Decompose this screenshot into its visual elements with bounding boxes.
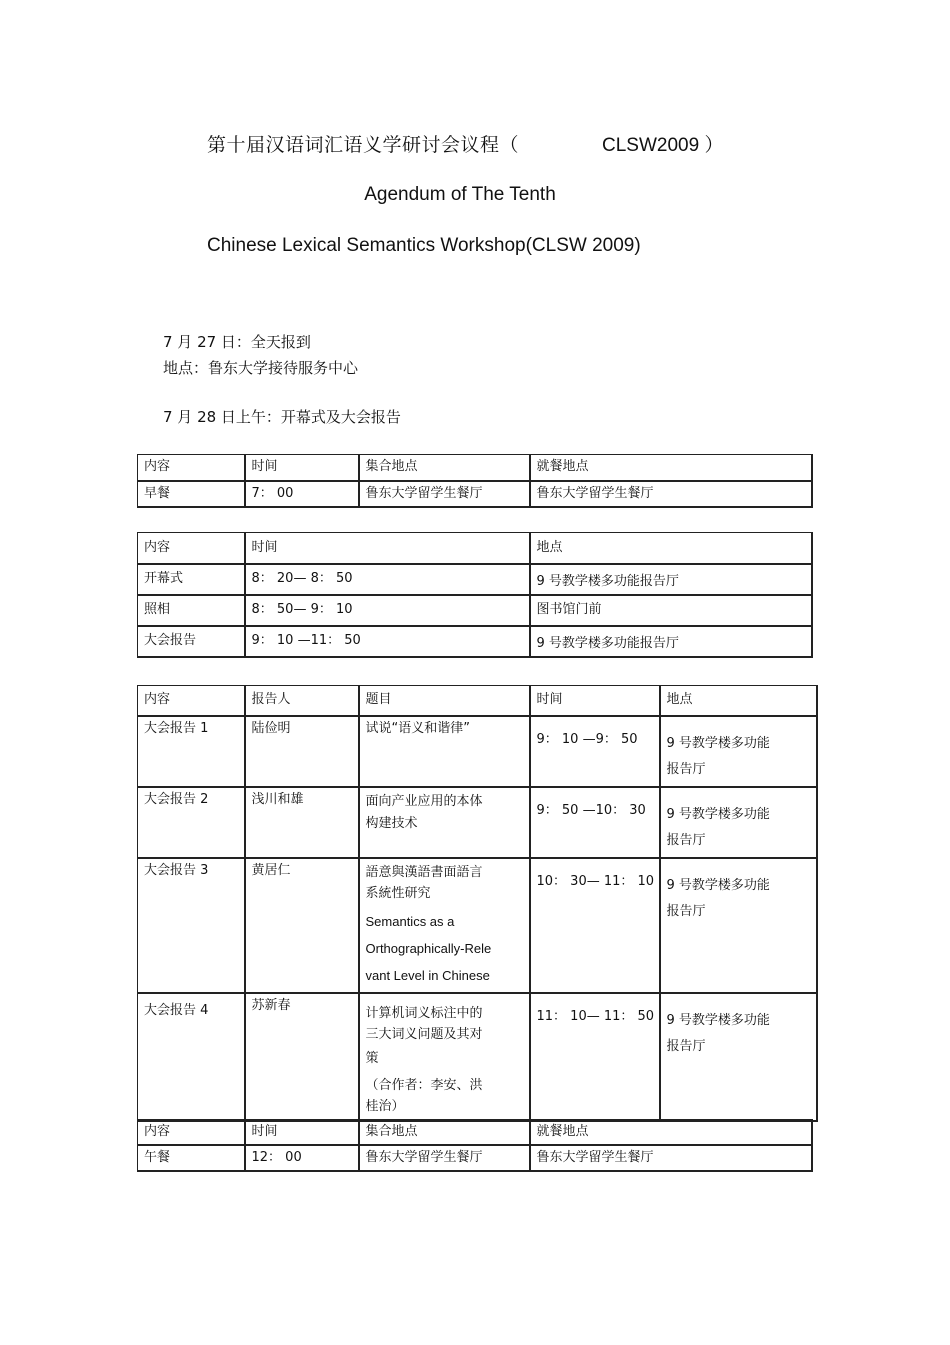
table-cell: 9： 10 —11： 50: [245, 626, 530, 657]
day2-date-line: 7 月 28 日上午：开幕式及大会报告: [163, 408, 401, 426]
table-cell: 9： 50 —10： 30: [530, 787, 660, 858]
table-cell: 8： 20— 8： 50: [245, 564, 530, 595]
place-line: 9 号教学楼多功能: [666, 806, 770, 822]
table-cell: 8： 50— 9： 10: [245, 595, 530, 626]
header-cell: 就餐地点: [530, 1120, 812, 1146]
table-cell: [359, 993, 530, 1121]
table-cell: 鲁东大学留学生餐厅: [530, 481, 812, 507]
topic-line: 系統性研究: [365, 885, 431, 901]
table-cell: 照相: [138, 595, 245, 626]
table-cell: 午餐: [138, 1145, 245, 1171]
header-cell: 集合地点: [359, 455, 530, 481]
table-row: [138, 626, 812, 657]
header-cell: 内容: [138, 533, 245, 564]
place-line: 报告厅: [666, 761, 706, 777]
table-header-row: [138, 686, 817, 716]
table-cell: [359, 787, 530, 858]
table-row: [138, 564, 812, 595]
table-cell: 9： 10 —9： 50: [530, 716, 660, 787]
place-line: 9 号教学楼多功能: [666, 1012, 770, 1028]
header-cell: 内容: [138, 455, 245, 481]
topic-line: 构建技术: [365, 815, 418, 831]
header-cell: 时间: [245, 455, 359, 481]
header-cell: 内容: [138, 686, 245, 716]
topic-line: 计算机词义标注中的: [365, 1005, 483, 1021]
table-cell: 浅川和雄: [245, 787, 359, 858]
table-cell: 大会报告 4: [138, 993, 245, 1121]
breakfast-table: [137, 454, 813, 508]
header-cell: 内容: [138, 1120, 245, 1146]
header-cell: 地点: [530, 533, 812, 564]
topic-line: 語意與漢語書面語言: [365, 864, 483, 880]
reports-table: [137, 685, 818, 1122]
lunch-table: [137, 1119, 813, 1172]
header-cell: 时间: [245, 1120, 359, 1146]
table-header-row: [138, 1120, 812, 1146]
table-cell: [660, 858, 817, 993]
topic-line: 桂治）: [365, 1098, 405, 1114]
table-cell: 鲁东大学留学生餐厅: [530, 1145, 812, 1171]
table-cell: 图书馆门前: [530, 595, 812, 626]
table-cell: 陆俭明: [245, 716, 359, 787]
table-cell: 苏新春: [245, 993, 359, 1121]
table-row: [138, 595, 812, 626]
table-cell: 黄居仁: [245, 858, 359, 993]
table-row: [138, 481, 812, 507]
table-row: [138, 716, 817, 787]
topic-line: vant Level in Chinese: [365, 967, 490, 983]
topic-line: 试说“语义和谐律”: [365, 720, 470, 736]
title-code: CLSW2009 ）: [602, 135, 724, 156]
table-cell: 开幕式: [138, 564, 245, 595]
table-cell: [660, 716, 817, 787]
topic-line: Orthographically-Rele: [365, 940, 492, 956]
table-row: [138, 993, 817, 1121]
title-english-line2: Chinese Lexical Semantics Workshop(CLSW 2009): [207, 235, 641, 256]
header-cell: 地点: [660, 686, 817, 716]
topic-line: 面向产业应用的本体: [365, 793, 483, 809]
table-row: [138, 787, 817, 858]
title-chinese: 第十届汉语词汇语义学研讨会议程（: [207, 134, 520, 156]
table-cell: 大会报告 1: [138, 716, 245, 787]
table-cell: 10： 30— 11： 10: [530, 858, 660, 993]
header-cell: 就餐地点: [530, 455, 812, 481]
table-cell: [660, 993, 817, 1121]
place-line: 报告厅: [666, 1038, 706, 1054]
table-cell: 鲁东大学留学生餐厅: [359, 1145, 530, 1171]
day1-place-line: 地点：鲁东大学接待服务中心: [163, 359, 359, 377]
table-cell: 9 号教学楼多功能报告厅: [530, 626, 812, 657]
table-header-row: [138, 455, 812, 481]
table-cell: [359, 858, 530, 993]
place-line: 9 号教学楼多功能: [666, 735, 770, 751]
topic-line: （合作者：李安、洪: [365, 1077, 483, 1093]
place-line: 9 号教学楼多功能: [666, 877, 770, 893]
table-cell: [359, 716, 530, 787]
table-cell: 大会报告: [138, 626, 245, 657]
header-cell: 时间: [245, 533, 530, 564]
table-cell: 大会报告 2: [138, 787, 245, 858]
header-cell: 集合地点: [359, 1120, 530, 1146]
table-cell: 12： 00: [245, 1145, 359, 1171]
header-cell: 题目: [359, 686, 530, 716]
table-cell: 9 号教学楼多功能报告厅: [530, 564, 812, 595]
place-line: 报告厅: [666, 903, 706, 919]
day1-date-line: 7 月 27 日：全天报到: [163, 333, 311, 351]
place-line: 报告厅: [666, 832, 706, 848]
table-cell: 鲁东大学留学生餐厅: [359, 481, 530, 507]
table-row: [138, 1145, 812, 1171]
table-header-row: [138, 533, 812, 564]
topic-line: 策: [365, 1050, 379, 1066]
table-cell: 11： 10— 11： 50: [530, 993, 660, 1121]
topic-line: 三大词义问题及其对: [365, 1026, 483, 1042]
table-cell: 7： 00: [245, 481, 359, 507]
header-cell: 时间: [530, 686, 660, 716]
topic-line: Semantics as a: [365, 913, 455, 929]
table-cell: [660, 787, 817, 858]
header-cell: 报告人: [245, 686, 359, 716]
title-english-line1: Agendum of The Tenth: [364, 184, 556, 205]
table-cell: 早餐: [138, 481, 245, 507]
table-row: [138, 858, 817, 993]
opening-table: [137, 532, 813, 658]
table-cell: 大会报告 3: [138, 858, 245, 993]
